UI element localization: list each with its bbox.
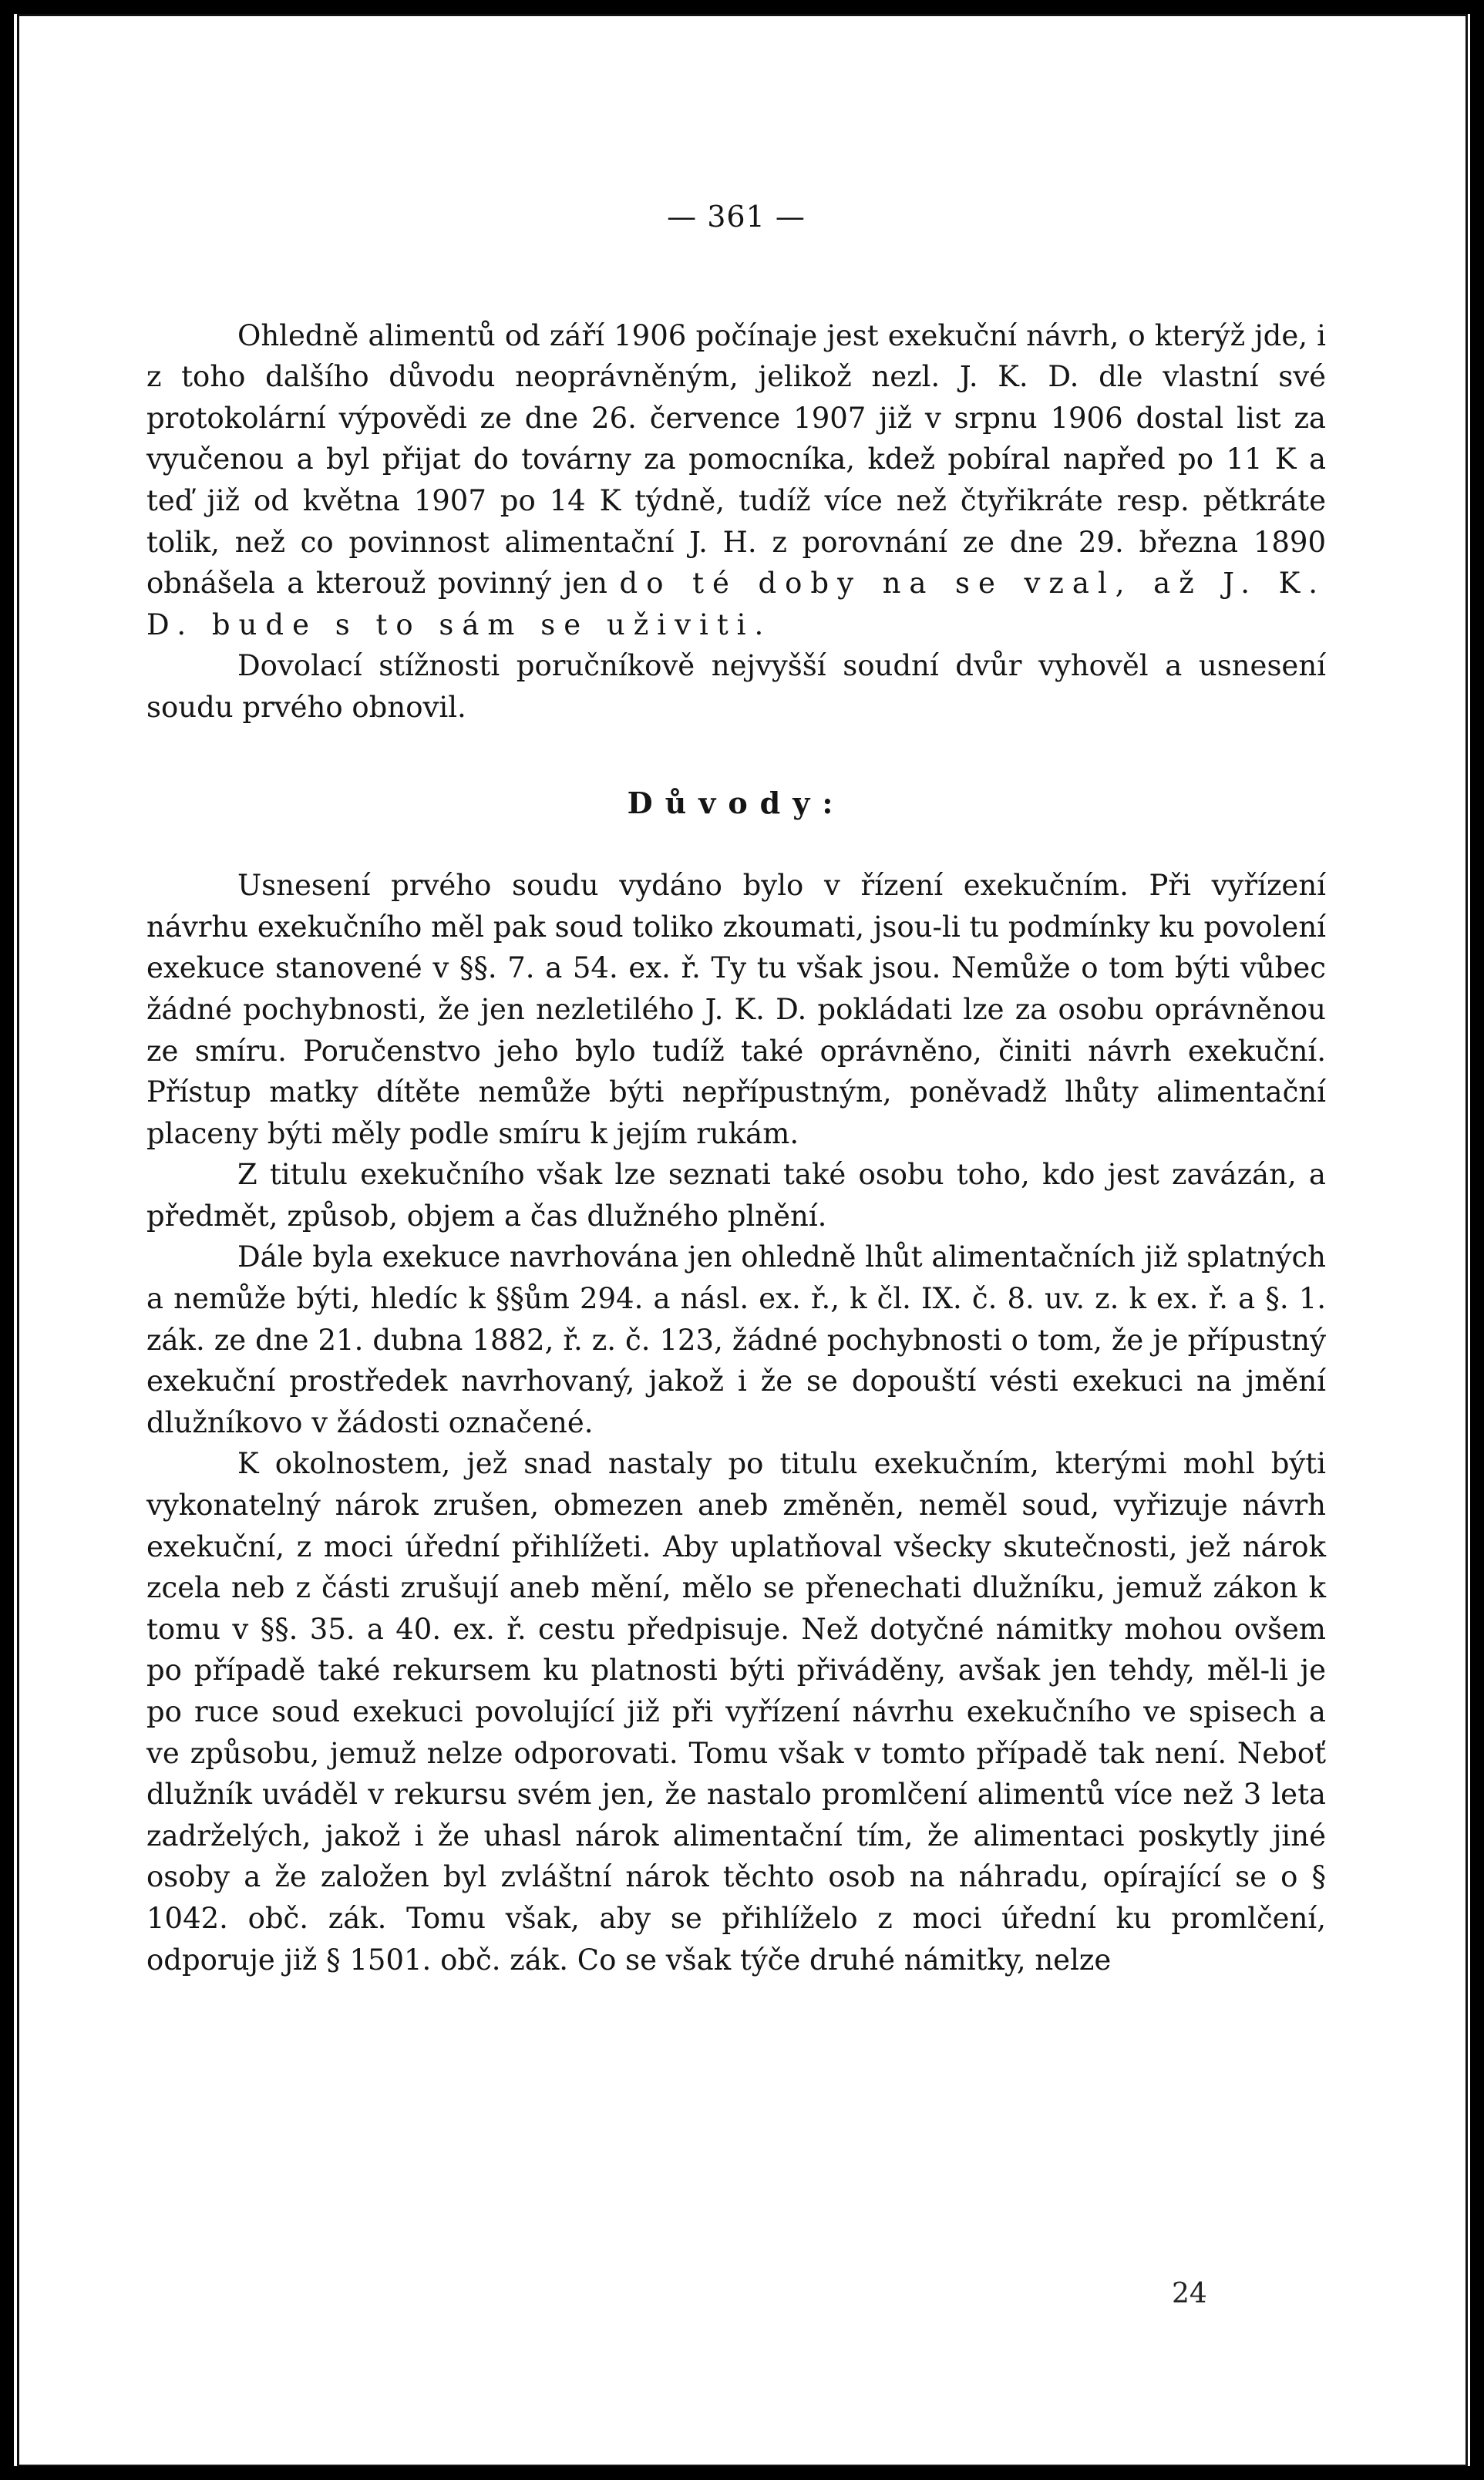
paragraph-5: Dále byla exekuce navrhována jen ohledně lhůt alimentačních již splatných a nemůže býti, hledíc k §§ům 294. a násl. ex. ř., k čl. IX. č. 8. uv. z. k ex. ř. a §. 1. zák. ze dne 21. dubna 1882, ř. z. č. 123, žádné pochybnosti o tom, že je přípustný exekuční prostředek navrhovaný, jakož i že se dopouští vésti exekuci na jmění dlužníkovo v žádosti označené. <box>146 1240 1326 1439</box>
paragraph-6: K okolnostem, jež snad nastaly po titulu exekučním, kterými mohl býti vykonatelný nárok zrušen, obmezen aneb změněn, neměl soud, vyřizuje návrh exekuční, z moci úřední přihlížeti. Aby uplatňoval všecky skutečnosti, jež nárok zcela neb z části zrušují aneb mění, mělo se přenechati dlužníku, jemuž zákon k tomu v §§. 35. a 40. ex. ř. cestu předpisuje. Než dotyčné námitky mohou ovšem po případě také rekursem ku platnosti býti přiváděny, avšak jen tehdy, měl-li je po ruce soud exekuci povolující již při vyřízení návrhu exekučního ve spisech a ve způsobu, jemuž nelze odporovati. Tomu však v tomto případě tak není. Neboť dlužník uváděl v rekursu svém jen, že nastalo promlčení alimentů více než 3 leta zadrželých, jakož i že uhasl nárok alimentační tím, že alimentaci poskytly jiné osoby a že založen byl zvláštní nárok těchto osob na náhradu, opírající se o § 1042. obč. zák. Tomu však, aby se přihlíželo z moci úřední ku promlčení, odporuje již § 1501. obč. zák. Co se však týče druhé námitky, nelze <box>146 1447 1326 1977</box>
paragraph-1-end: . <box>754 607 764 641</box>
section-heading: Důvody: <box>627 785 846 820</box>
document-body <box>146 197 1326 1980</box>
paragraph-2: Dovolací stížnosti poručníkově nejvyšší soudní dvůr vyhověl a usnesení soudu prvého obnovil. <box>146 649 1326 724</box>
page-number: — 361 — <box>667 200 806 234</box>
paragraph-1-spaced-text: do té doby na se vzal, až J. K. D. bude s to sám se uživiti <box>146 567 1326 641</box>
paragraph-1 <box>146 315 1326 646</box>
paragraph-3: Usnesení prvého soudu vydáno bylo v řízení exekučním. Při vyřízení návrhu exekučního měl pak soud toliko zkoumati, jsou-li tu podmínky ku povolení exekuce stanovené v §§. 7. a 54. ex. ř. Ty tu však jsou. Nemůže o tom býti vůbec žádné pochybnosti, že jen nezletilého J. K. D. pokládati lze za osobu oprávněnou ze smíru. Poručenstvo jeho bylo tudíž také oprávněno, činiti návrh exekuční. Přístup matky dítěte nemůže býti nepřípustným, poněvadž lhůty alimentační placeny býti měly podle smíru k jejím rukám. <box>146 869 1326 1150</box>
paragraph-1-text: Ohledně alimentů od září 1906 počínaje jest exekuční návrh, o kterýž jde, i z toho dalšího důvodu neoprávněným, jelikož nezl. J. K. D. dle vlastní své protokolární výpovědi ze dne 26. července 1907 již v srpnu 1906 dostal list za vyučenou a byl přijat do továrny za pomocníka, kdež pobíral napřed po 11 K a teď již od května 1907 po 14 K týdně, tudíž více než čtyřikráte resp. pětkráte tolik, než co povinnost alimentační J. H. z porovnání ze dne 29. března 1890 obnášela a kterouž povinný jen <box>146 318 1326 601</box>
paragraph-4: Z titulu exekučního však lze seznati také osobu toho, kdo jest zavázán, a předmět, způsob, objem a čas dlužného plnění. <box>146 1158 1326 1233</box>
signature-mark: 24 <box>1172 2278 1207 2310</box>
